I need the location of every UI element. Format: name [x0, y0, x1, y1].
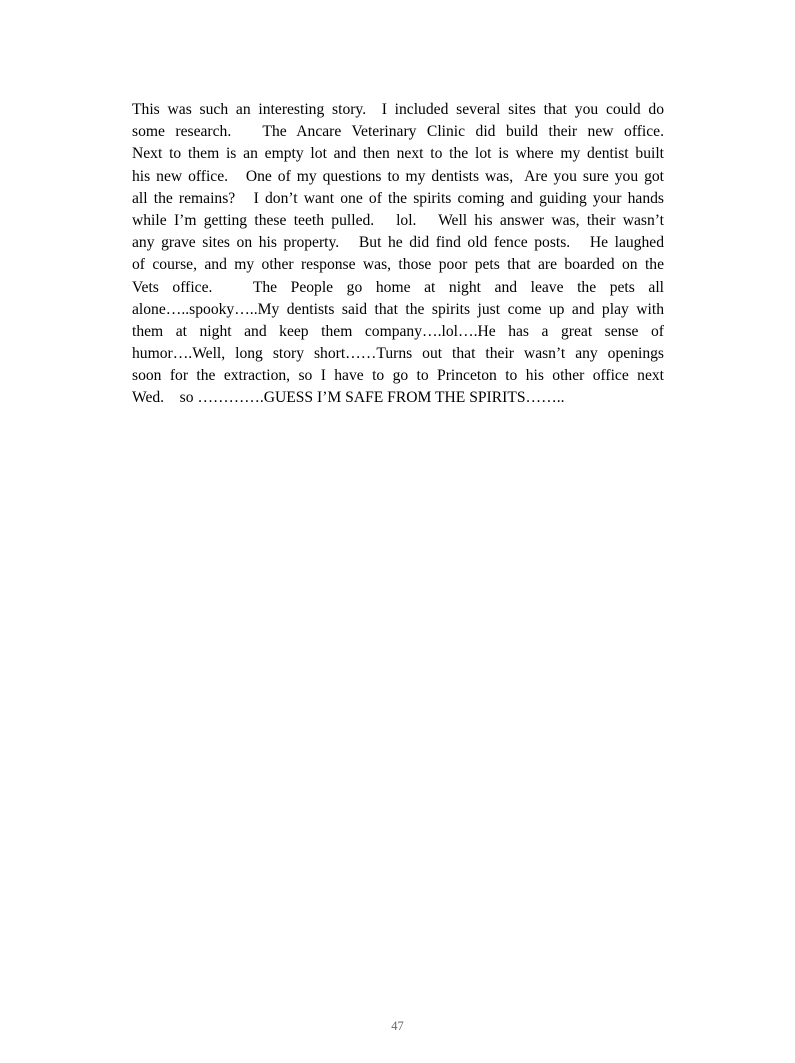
text-line: them at night and keep them company….lol….He has a great sense of [132, 322, 664, 340]
text-line: Vets office. The People go home at night and leave the pets all [132, 278, 664, 296]
text-line: soon for the extraction, so I have to go to Princeton to his other office next [132, 367, 664, 385]
text-line: alone…..spooky…..My dentists said that the spirits just come up and play with [132, 300, 664, 318]
text-line: Wed. so ………….GUESS I’M SAFE FROM THE SPIRITS…….. [132, 389, 565, 407]
page-number: 47 [391, 1019, 404, 1033]
text-line: of course, and my other response was, those poor pets that are boarded on the [132, 256, 664, 274]
text-line: while I’m getting these teeth pulled. lol. Well his answer was, their wasn’t [132, 211, 664, 229]
text-line: This was such an interesting story. I included several sites that you could do [132, 101, 664, 118]
text-line: Next to them is an empty lot and then next to the lot is where my dentist built [132, 145, 664, 163]
text-line: all the remains? I don’t want one of the spirits coming and guiding your hands [132, 189, 664, 207]
text-line: any grave sites on his property. But he did find old fence posts. He laughed [132, 234, 664, 252]
text-line: his new office. One of my questions to my dentists was, Are you sure you got [132, 167, 664, 185]
text-line: some research. The Ancare Veterinary Clinic did build their new office. [132, 123, 664, 141]
body-paragraph [132, 99, 664, 410]
text-line: humor….Well, long story short……Turns out that their wasn’t any openings [132, 345, 664, 363]
